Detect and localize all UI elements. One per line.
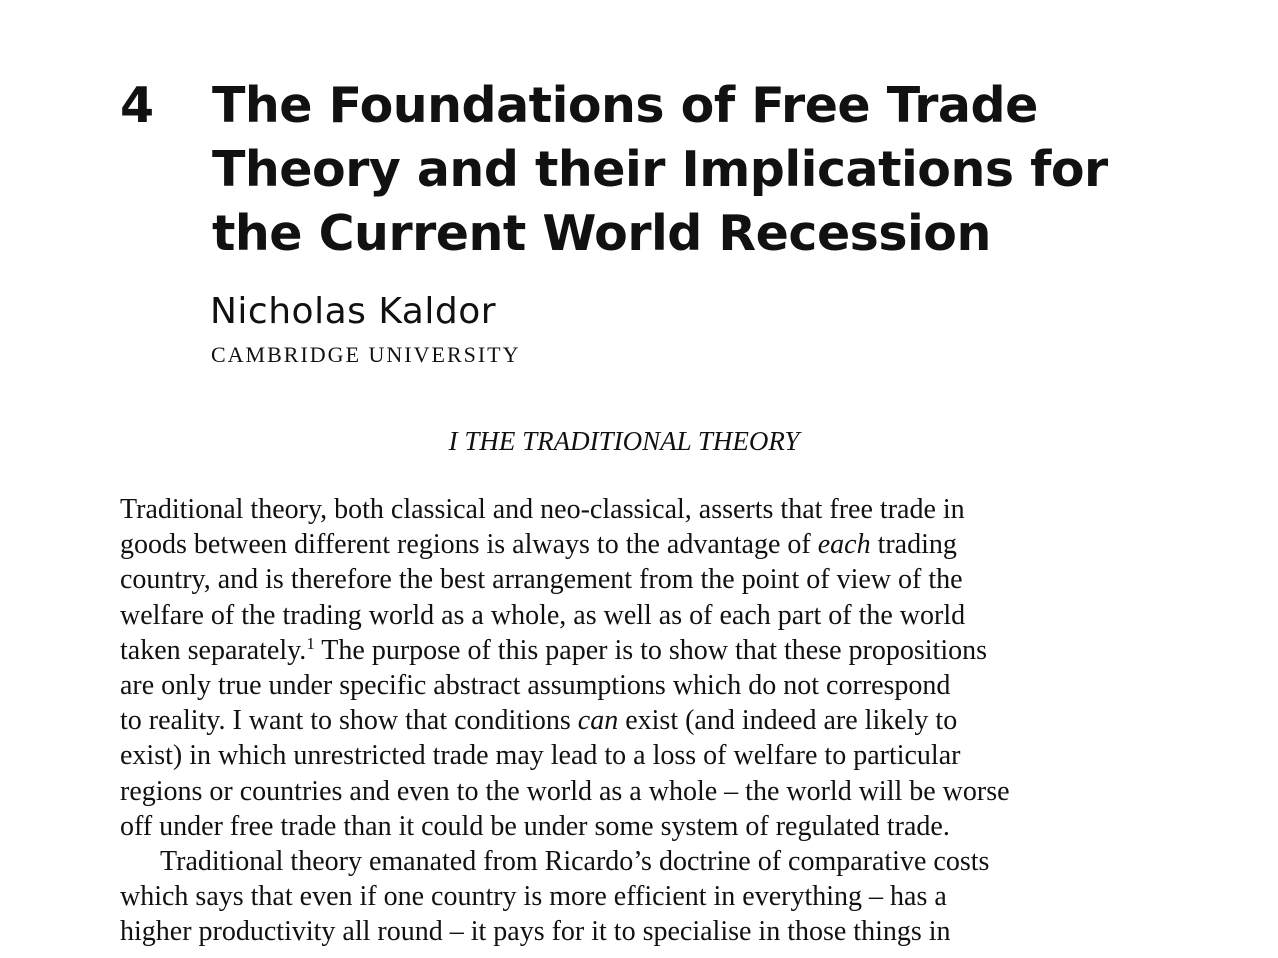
emphasis: can <box>577 705 619 737</box>
chapter-number: 4 <box>120 77 155 134</box>
chapter-title <box>212 74 1142 266</box>
text-run: exist (and indeed are likely to <box>618 705 958 737</box>
text-line: higher productivity all round – it pays for it to specialise in those things in <box>120 916 951 948</box>
author-name: Nicholas Kaldor <box>210 291 497 332</box>
text-line <box>120 703 1160 738</box>
text-line: welfare of the trading world as a whole, as well as of each part of the world <box>120 599 966 631</box>
body-text <box>120 492 1160 950</box>
text-line: Traditional theory, both classical and neo-classical, asserts that free trade in <box>120 494 965 525</box>
text-line: Traditional theory emanated from Ricardo’s doctrine of comparative costs <box>160 846 990 878</box>
chapter-title-line-3: the Current World Recession <box>212 205 991 262</box>
chapter-title-line-1: The Foundations of Free Trade <box>212 77 1038 134</box>
text-line: regions or countries and even to the world as a whole – the world will be worse <box>120 775 1010 807</box>
text-line <box>120 633 1160 668</box>
section-heading: I THE TRADITIONAL THEORY <box>448 426 800 456</box>
paragraph-2 <box>120 844 1160 950</box>
text-line: exist) in which unrestricted trade may lead to a loss of welfare to particular <box>120 740 961 772</box>
text-run: trading <box>870 529 957 561</box>
chapter-title-line-2: Theory and their Implications for <box>212 141 1108 198</box>
text-line: which says that even if one country is more efficient in everything – has a <box>120 881 947 913</box>
text-run: to reality. I want to show that conditions <box>120 705 578 737</box>
text-run: goods between different regions is always to the advantage of <box>120 529 818 561</box>
text-line: off under free trade than it could be under some system of regulated trade. <box>120 810 950 842</box>
text-run: The purpose of this paper is to show that these propositions <box>314 634 987 666</box>
author-affiliation: CAMBRIDGE UNIVERSITY <box>211 342 521 367</box>
text-line: are only true under specific abstract assumptions which do not correspond <box>120 670 951 702</box>
text-line: country, and is therefore the best arrangement from the point of view of the <box>120 564 963 596</box>
text-line <box>120 527 1160 562</box>
paragraph-1 <box>120 492 1160 844</box>
footnote-marker[interactable]: 1 <box>306 633 315 653</box>
text-run: taken separately. <box>120 634 307 666</box>
emphasis: each <box>817 529 871 561</box>
